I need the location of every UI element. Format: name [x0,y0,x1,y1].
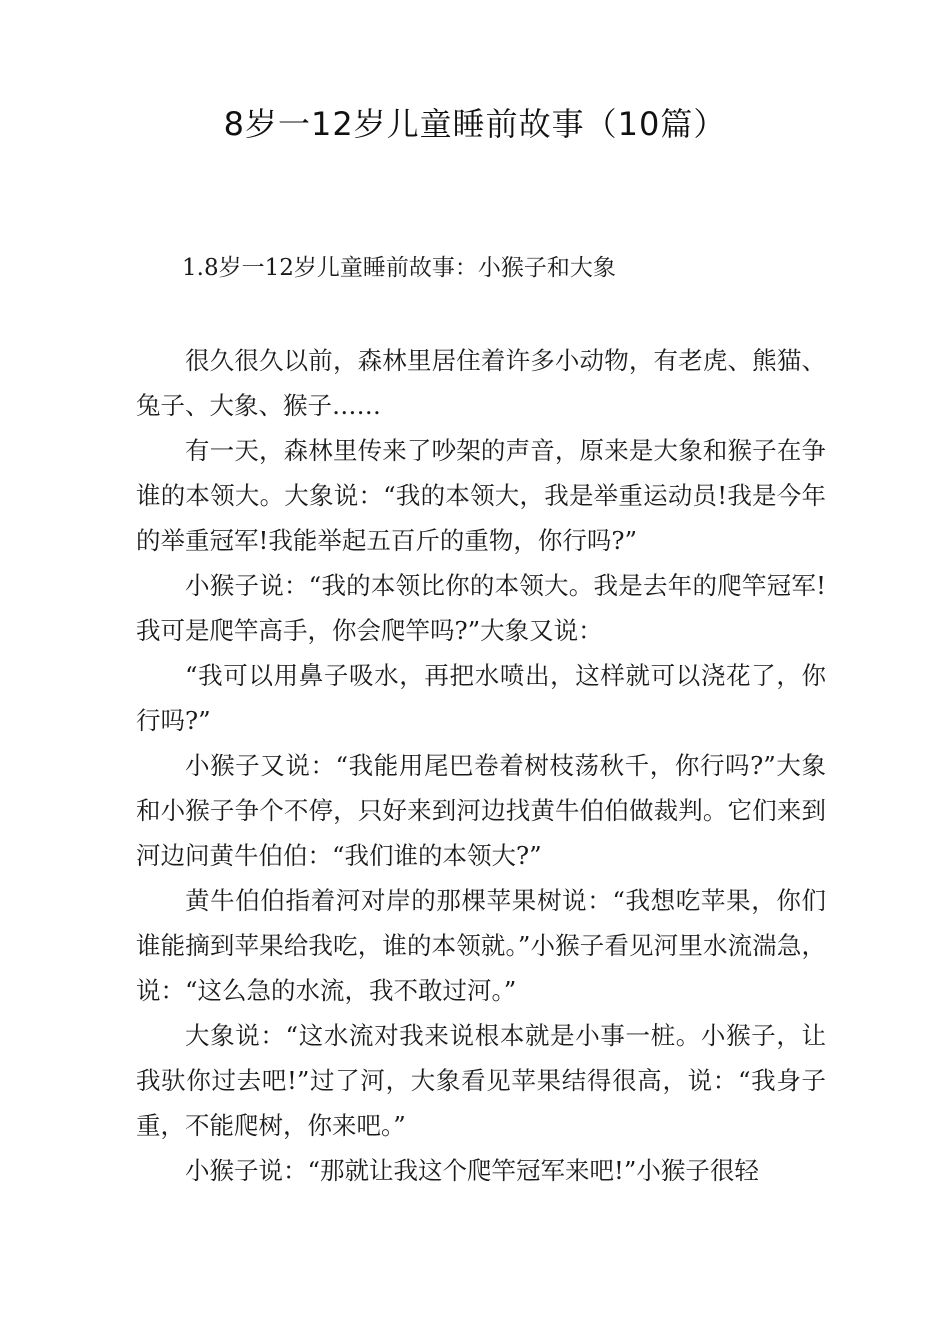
paragraph: 大象说：“这水流对我来说根本就是小事一桩。小猴子，让我驮你过去吧!”过了河，大象看见苹果结得很高，说：“我身子重，不能爬树，你来吧。” [136,1021,826,1140]
story-heading: 1.8岁一12岁儿童睡前故事：小猴子和大象 [182,255,616,281]
document-title: 8岁一12岁儿童睡前故事（10篇） [223,105,727,143]
paragraph: 小猴子说：“我的本领比你的本领大。我是去年的爬竿冠军!我可是爬竿高手，你会爬竿吗?”大象又说： [136,571,826,645]
paragraph: 小猴子又说：“我能用尾巴卷着树枝荡秋千，你行吗?”大象和小猴子争个不停，只好来到河边找黄牛伯伯做裁判。它们来到河边问黄牛伯伯：“我们谁的本领大?” [136,751,826,870]
paragraph: 小猴子说：“那就让我这个爬竿冠军来吧!”小猴子很轻 [185,1156,759,1185]
paragraph: 黄牛伯伯指着河对岸的那棵苹果树说：“我想吃苹果，你们谁能摘到苹果给我吃，谁的本领就。”小猴子看见河里水流湍急，说：“这么急的水流，我不敢过河。” [136,886,826,1005]
paragraph: 很久很久以前，森林里居住着许多小动物，有老虎、熊猫、兔子、大象、猴子…… [136,346,826,420]
paragraph: “我可以用鼻子吸水，再把水喷出，这样就可以浇花了，你行吗?” [136,661,826,735]
story-body [136,338,826,1193]
paragraph: 有一天，森林里传来了吵架的声音，原来是大象和猴子在争谁的本领大。大象说：“我的本领大，我是举重运动员!我是今年的举重冠军!我能举起五百斤的重物，你行吗?” [136,436,826,555]
